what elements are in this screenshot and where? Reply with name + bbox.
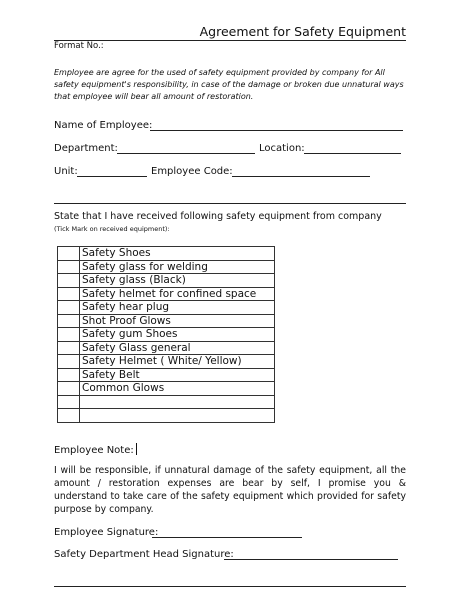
tick-box[interactable] [58,328,80,342]
tick-box[interactable] [58,260,80,274]
table-row [58,355,275,369]
tick-box[interactable] [58,301,80,315]
equipment-name[interactable] [80,409,275,423]
table-row [58,314,275,328]
employee-note-label: Employee Note: [54,445,134,456]
bottom-divider [54,586,406,587]
equipment-name: Safety hear plug [80,301,275,315]
table-row [58,287,275,301]
statement-text: State that I have received following safety equipment from company [54,211,382,222]
table-row [58,274,275,288]
employee-signature-label: Employee Signature: [54,527,159,538]
head-signature-field[interactable] [224,559,398,560]
equipment-name: Safety gum Shoes [80,328,275,342]
equipment-name: Safety helmet for confined space [80,287,275,301]
employee-name-field[interactable] [150,130,403,131]
equipment-name: Shot Proof Glows [80,314,275,328]
employee-note[interactable] [54,443,137,456]
title-divider [54,40,406,41]
equipment-name: Safety Glass general [80,341,275,355]
table-row [58,368,275,382]
table-row [58,328,275,342]
employee-code-label: Employee Code: [151,166,233,177]
tick-box[interactable] [58,274,80,288]
tick-box[interactable] [58,355,80,369]
table-row [58,341,275,355]
tick-box[interactable] [58,395,80,409]
unit-label: Unit: [54,166,78,177]
tick-box[interactable] [58,382,80,396]
intro-paragraph: Employee are agree for the used of safety equipment provided by company for All safety equipment's responsibility, in case of the damage or broken due unnatural ways that employee will bear all amount of restoration. [54,68,404,101]
employee-name-label: Name of Employee: [54,120,153,131]
table-row [58,247,275,261]
tick-box[interactable] [58,247,80,261]
equipment-table [57,246,275,423]
location-field[interactable] [304,153,401,154]
equipment-name: Common Glows [80,382,275,396]
unit-field[interactable] [77,176,147,177]
table-row [58,260,275,274]
table-row [58,301,275,315]
head-signature-label: Safety Department Head Signature: [54,549,234,560]
equipment-name: Safety glass (Black) [80,274,275,288]
responsibility-paragraph: I will be responsible, if unnatural damage of the safety equipment, all the amount / restoration expenses are bear by self, I promise you & understand to take care of the safety equipment which provided for safety purpose by company. [54,465,406,515]
table-row [58,409,275,423]
equipment-name: Safety Belt [80,368,275,382]
section-divider [54,203,406,204]
department-field[interactable] [117,153,255,154]
tick-box[interactable] [58,314,80,328]
equipment-name: Safety Helmet ( White/ Yellow) [80,355,275,369]
employee-code-field[interactable] [232,176,370,177]
equipment-name: Safety Shoes [80,247,275,261]
tick-instruction: (Tick Mark on received equipment): [54,225,170,233]
table-row [58,382,275,396]
employee-signature-field[interactable] [152,537,302,538]
location-label: Location: [259,143,305,154]
format-number-label: Format No.: [54,41,104,51]
tick-box[interactable] [58,341,80,355]
table-row [58,395,275,409]
document-title: Agreement for Safety Equipment [199,24,406,39]
tick-box[interactable] [58,368,80,382]
equipment-name[interactable] [80,395,275,409]
tick-box[interactable] [58,409,80,423]
equipment-name: Safety glass for welding [80,260,275,274]
tick-box[interactable] [58,287,80,301]
department-label: Department: [54,143,118,154]
text-cursor [136,443,137,455]
